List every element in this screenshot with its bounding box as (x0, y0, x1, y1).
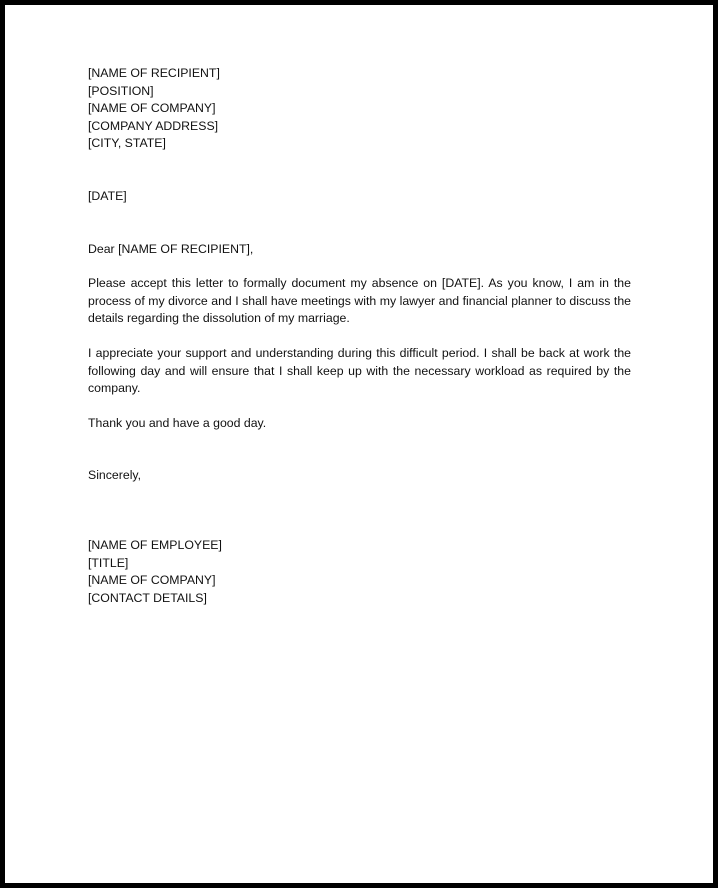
recipient-name: [NAME OF RECIPIENT] (88, 66, 220, 80)
letter-thanks: Thank you and have a good day. (88, 415, 267, 430)
employee-title: [TITLE] (88, 555, 129, 570)
letter-body (88, 65, 631, 607)
letter-date: [DATE] (88, 188, 127, 203)
recipient-address-block (88, 65, 631, 153)
letter-paragraph-appreciation: I appreciate your support and understanding during this difficult period. I shall be back at work the following day and will ensure that I shall keep up with the necessary workload as required by the company. (88, 345, 631, 396)
recipient-company: [NAME OF COMPANY] (88, 101, 216, 116)
letter-closing: Sincerely, (88, 468, 142, 483)
employee-name: [NAME OF EMPLOYEE] (88, 537, 222, 552)
employee-company: [NAME OF COMPANY] (88, 573, 216, 588)
letter-salutation: Dear [NAME OF RECIPIENT], (88, 241, 254, 256)
recipient-company-address: [COMPANY ADDRESS] (88, 118, 219, 133)
letter-paragraph-absence: Please accept this letter to formally document my absence on [DATE]. As you know, I am in the process of my divorce and I shall have meetings with my lawyer and financial planner to discuss the details regarding the dissolution of my marriage. (88, 276, 631, 326)
signature-block (88, 537, 631, 607)
recipient-city-state: [CITY, STATE] (88, 136, 166, 151)
employee-contact-details: [CONTACT DETAILS] (88, 590, 207, 605)
recipient-position: [POSITION] (88, 83, 154, 98)
